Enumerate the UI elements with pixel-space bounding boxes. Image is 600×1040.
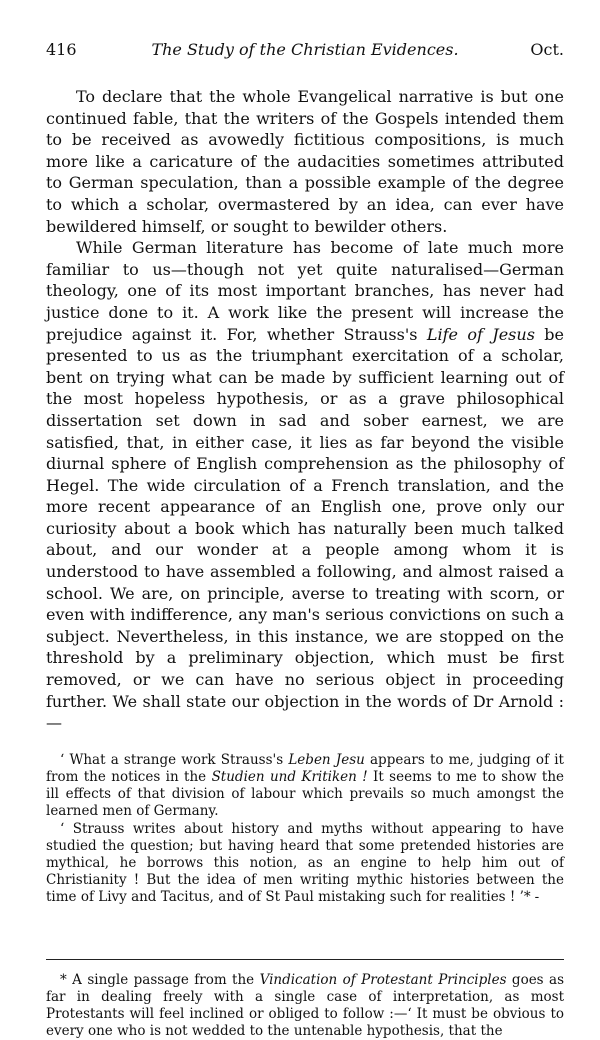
quote-text: appears to me, judging of it from the notices in the <box>46 751 564 786</box>
running-title: The Study of the Christian Evidences. <box>151 40 459 59</box>
quote-text: ‘ Strauss writes about history and myths without appearing to have studied the question; but having heard that some pretended histories are mythical, he borrows this notion, as an engine to help him out of Christianity ! But the idea of men writing mythic histories between the time of Livy and Tacitus, and of St Paul mistaking such for realities ! ’* <box>46 820 564 906</box>
book-title-italic: Life of Jesus <box>426 324 535 344</box>
quote-text: ‘ What a strange work Strauss's <box>60 751 289 768</box>
page <box>0 40 600 1040</box>
book-title-italic: Leben Jesu <box>288 751 365 768</box>
book-title-italic: Vindication of Protestant Principles <box>259 971 507 988</box>
footnote-rule <box>46 959 564 960</box>
paragraph-text: be presented to us as the triumphant exercitation of a scholar, bent on trying what can be made by sufficient learning out of the most hopeless hypothesis, or as a grave philosophical dissertation set down in sad and sober earnest, we are satisfied, that, in either case, it lies as far beyond the visible diurnal sphere of English comprehension as the philosophy of Hegel. The wide circulation of a French translation, and the more recent appearance of an English one, prove only our curiosity about a book which has naturally been much talked about, and our wonder at a people among whom it is understood to have assembled a following, and almost raised a school. We are, on principle, averse to treating with scorn, or even with indifference, any man's serious convictions on such a subject. Nevertheless, in this instance, we are stopped on the threshold by a preliminary objection, which must be first removed, or we can have no serious object in proceeding further. We shall state our objection in the words of Dr Arnold :— <box>46 324 565 733</box>
paragraph <box>46 86 564 237</box>
paragraph-text: While German literature has become of late much more familiar to us—though not yet quite naturalised—German theology, one of its most important branches, has never had justice done to it. A work like the present will increase the prejudice against it. For, whether Strauss's <box>46 238 564 344</box>
footnote-text: * A single passage from the <box>60 971 260 988</box>
page-number: 416 <box>46 40 77 59</box>
quote-text: It seems to me to show the ill effects of that division of labour which prevails so much amongst the learned men of Germany. <box>46 769 565 820</box>
footnote-text: goes as far in dealing freely with a single case of interpretation, as most Protestants will feel inclined or obliged to follow :—‘ It must be obvious to every one who is not wedded to the untenable hypothesis, that the <box>46 971 565 1040</box>
end-mark: - <box>534 889 540 906</box>
block-quote <box>46 752 564 907</box>
quote-paragraph <box>46 752 564 821</box>
main-text <box>46 86 564 734</box>
footnote-paragraph <box>46 972 564 1040</box>
running-header <box>46 40 564 70</box>
journal-title-italic: Studien und Kritiken ! <box>211 769 368 786</box>
quote-paragraph <box>46 821 564 907</box>
paragraph-text: To declare that the whole Evangelical narrative is but one continued fable, that the writers of the Gospels intended them to be received as avowedly fictitious compositions, is much more like a caricature of the audacities sometimes attributed to German speculation, than a possible example of the degree to which a scholar, overmastered by an idea, can ever have bewildered himself, or sought to bewilder others. <box>46 87 564 236</box>
paragraph <box>46 237 564 734</box>
issue-month: Oct. <box>530 40 564 59</box>
footnote <box>46 972 564 1040</box>
